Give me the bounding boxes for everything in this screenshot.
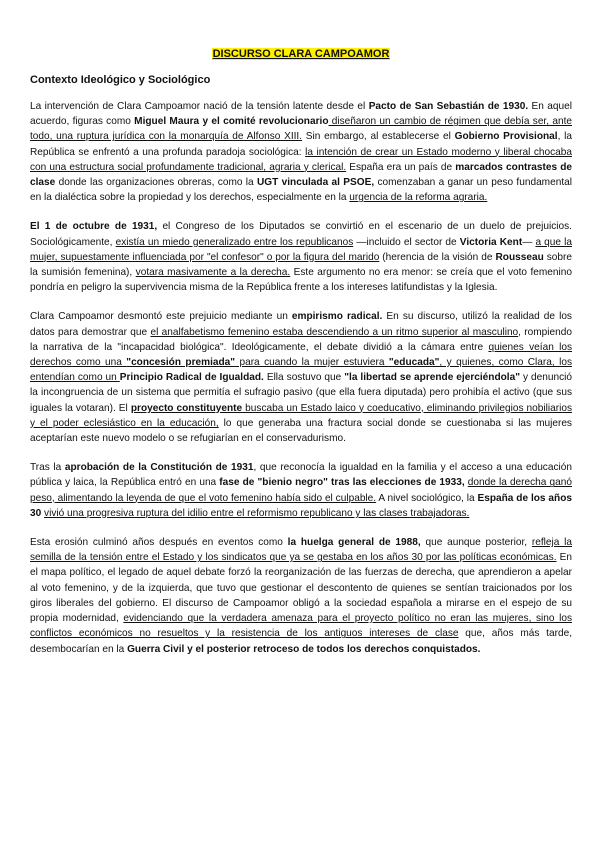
text-run: Pacto de San Sebastián de 1930. [368,101,529,112]
text-run: sobre la sumisión femenina), [30,251,572,279]
text-run: fase de "bienio negro" tras las elecciones de 1933, [219,477,465,489]
text-run: En aquel acuerdo, figuras como [30,101,572,128]
text-run: evidenciando que la verdadera amenaza para el proyecto político no eran las mujeres, sino los conflictos económicos no resueltos y la resistencia de los antiguos intereses de clase [30,613,572,640]
text-run: , la República se enfrentó a una profunda paradoja sociológica: [30,131,572,158]
text-run: diseñaron un cambio de régimen que debía ser, ante todo, una ruptura jurídica con la monarquía de Alfonso XIII. [30,116,572,143]
text-run: que aunque posterior, [420,537,532,549]
text-run: , rompiendo la narrativa de la "incapacidad biológica". Ideológicamente, el debate dividió a la cámara entre [30,326,572,353]
text-run: empirismo radical. [291,311,383,323]
text-run: el analfabetismo femenino estaba descendiendo a un ritmo superior al masculino [150,326,519,338]
text-run: Ella sostuvo que [263,372,345,384]
text-run: Clara Campoamor desmontó este prejuicio mediante un [30,311,292,323]
text-run: , que reconocía la igualdad en la familia y el acceso a una educación pública y laica, la República entró en una [30,462,572,489]
text-run: Miguel Maura y el comité revolucionario [134,116,329,128]
text-run: El 1 de octubre de 1931, [30,221,158,233]
text-run: comenzaban a ganar un peso fundamental en la dialéctica sobre la propiedad y los derechos, especialmente en la [30,177,572,204]
text-run: quienes veían los derechos como una [30,341,573,369]
document-title: DISCURSO CLARA CAMPOAMOR [212,48,390,60]
text-run: y denunció la incongruencia de un sistema que permitía el sufragio pasivo (que ella fuera diputada) pero prohibía el activo (que sus iguales la votaran). El [30,372,572,414]
paragraph-1 [30,99,572,205]
text-run: Este argumento no era menor: se creía que el voto femenino pondría en peligro la supervivencia misma de la República frente a los intereses latifundistas y la Iglesia. [30,267,572,294]
text-run: aprobación de la Constitución de 1931 [64,462,254,474]
text-run: —incluido el sector de [353,236,460,248]
text-run: la huelga general de 1988, [287,537,421,549]
text-run: , y quienes, como Clara, los entendían como un [30,357,572,384]
paragraph-4 [30,460,572,521]
text-run: el Congreso de los Diputados se convirtió en el escenario de un duelo de prejuicios. Sociológicamente, [30,221,572,248]
text-run: UGT vinculada al PSOE, [257,177,375,189]
text-run: España era un país de [346,161,456,173]
text-run: — [522,236,536,248]
document-page [30,48,572,671]
paragraph-5 [30,535,572,657]
text-run: donde las organizaciones obreras, como la [55,177,257,189]
text-run: para cuando la mujer estuviera [235,357,389,369]
text-run: urgencia de la reforma agraria. [349,192,488,204]
section-heading: Contexto Ideológico y Sociológico [30,74,211,86]
text-run: vivió una progresiva ruptura del idilio entre el reformismo republicano y las clases trabajadoras. [44,507,470,519]
text-run: A nivel sociológico, la [376,492,478,504]
text-run: "la libertad se aprende ejerciéndola" [344,372,520,384]
text-run: En el mapa político, el legado de aquel debate forzó la reorganización de las fuerzas de derecha, que aprendieron a apelar al voto femenino, y de la izquierda, que tuvo que gestionar el descontento de quienes se sentían traicionados por los giros liberales del gobierno. El discurso de Campoamor obligó a la sociedad española a mirarse en el espejo de su propia modernidad, [30,552,572,625]
text-run: donde la derecha ganó peso, alimentando la leyenda de que el voto femenino había sido el culpable. [30,477,572,504]
text-run: Tras la [30,462,65,474]
text-run: "educada" [388,357,440,369]
text-run: En su discurso, utilizó la realidad de los datos para demostrar que [30,311,572,338]
text-run: Principio Radical de Igualdad. [119,372,264,384]
text-run: marcados contrastes de clase [30,161,572,189]
text-run: refleja la semilla de la tensión entre el Estado y los sindicatos que ya se gestaba en los años 30 por las políticas económicas. [30,537,572,564]
paragraph-2 [30,219,572,295]
paragraph-3 [30,309,572,446]
text-run: buscaba un Estado laico y coeducativo, eliminando privilegios nobiliarios y el poder eclesiástico en la educación, [30,402,572,429]
text-run: votara masivamente a la derecha. [135,267,291,279]
text-run: proyecto constituyente [130,402,243,414]
text-run: lo que generaba una fractura social donde se cuestionaba si las mujeres aceptarían este nuevo modelo o se refugiarían en el conservadurismo. [30,417,572,445]
text-run: Gobierno Provisional [454,131,558,143]
text-run: Esta erosión culminó años después en eventos como [30,537,288,549]
text-run: la intención de crear un Estado moderno y liberal chocaba con una estructura social profundamente tradicional, agraria y clerical. [30,146,572,173]
text-run: España de los años 30 [30,492,572,519]
text-run: "concesión premiada" [126,357,236,369]
text-run: Guerra Civil y el posterior retroceso de todos los derechos conquistados. [127,643,481,655]
text-run: (herencia de la visión de [379,251,496,263]
text-run: que, años más tarde, desembocarían en la [30,628,572,655]
text-run: existía un miedo generalizado entre los republicanos [115,236,354,248]
text-run: Victoria Kent [459,236,523,248]
text-run: Rousseau [495,251,544,263]
text-run: La intervención de Clara Campoamor nació de la tensión latente desde el [30,101,369,112]
text-run: Sin embargo, al establecerse el [302,131,455,143]
text-run: a que la mujer, supuestamente influenciada por "el confesor" o por la figura del marido [30,236,573,263]
